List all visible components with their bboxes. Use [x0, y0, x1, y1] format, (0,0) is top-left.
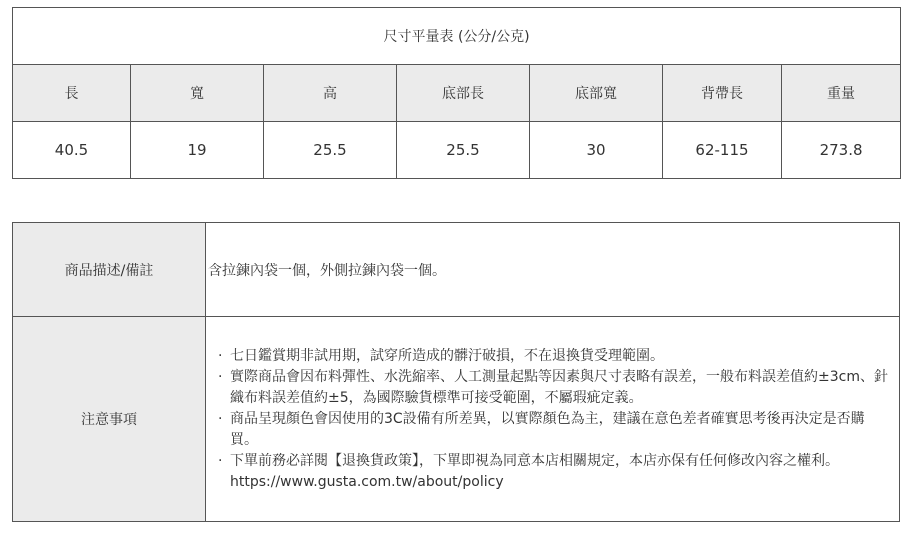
size-table-title: 尺寸平量表 (公分/公克) — [13, 8, 901, 65]
size-table — [12, 7, 901, 179]
notes-row — [13, 317, 900, 522]
notes-label: 注意事項 — [13, 317, 206, 522]
info-table — [12, 222, 900, 522]
note-text: 商品呈現顏色會因使用的3C設備有所差異，以實際顏色為主，建議在意色差者確實思考後再決定是否購買。 — [230, 410, 865, 448]
note-text: 下單前務必詳閱【退換貨政策】，下單即視為同意本店相關規定，本店亦保有任何修改內容之權利。https://www.gusta.com.tw/about/policy — [230, 452, 839, 490]
note-text: 實際商品會因布料彈性、水洗縮率、人工測量起點等因素與尺寸表略有誤差，一般布料誤差值約±3cm、針織布料誤差值約±5，為國際驗貨標準可接受範圍，不屬瑕疵定義。 — [230, 368, 888, 406]
value-width: 19 — [131, 122, 264, 179]
header-weight: 重量 — [782, 65, 901, 122]
header-bottom-length: 底部長 — [397, 65, 530, 122]
size-header-row — [13, 65, 901, 122]
header-length: 長 — [13, 65, 131, 122]
notes-list — [208, 346, 899, 493]
note-item — [218, 409, 891, 451]
header-strap-length: 背帶長 — [663, 65, 782, 122]
notes-content — [206, 317, 900, 522]
note-text: 七日鑑賞期非試用期，試穿所造成的髒汙破損，不在退換貨受理範圍。 — [230, 347, 664, 364]
bullet-glyph: · — [218, 410, 223, 427]
description-row — [13, 223, 900, 317]
header-bottom-width: 底部寬 — [530, 65, 663, 122]
value-strap-length: 62-115 — [663, 122, 782, 179]
note-item — [218, 451, 891, 493]
description-label: 商品描述/備註 — [13, 223, 206, 317]
value-bottom-length: 25.5 — [397, 122, 530, 179]
value-height: 25.5 — [264, 122, 397, 179]
value-length: 40.5 — [13, 122, 131, 179]
bullet-glyph: · — [218, 368, 223, 385]
value-bottom-width: 30 — [530, 122, 663, 179]
note-item — [218, 346, 891, 367]
header-width: 寬 — [131, 65, 264, 122]
header-height: 高 — [264, 65, 397, 122]
value-weight: 273.8 — [782, 122, 901, 179]
size-value-row — [13, 122, 901, 179]
description-text: 含拉鍊內袋一個，外側拉鍊內袋一個。 — [206, 223, 900, 317]
bullet-glyph: · — [218, 452, 223, 469]
bullet-glyph: · — [218, 347, 223, 364]
note-item — [218, 367, 891, 409]
